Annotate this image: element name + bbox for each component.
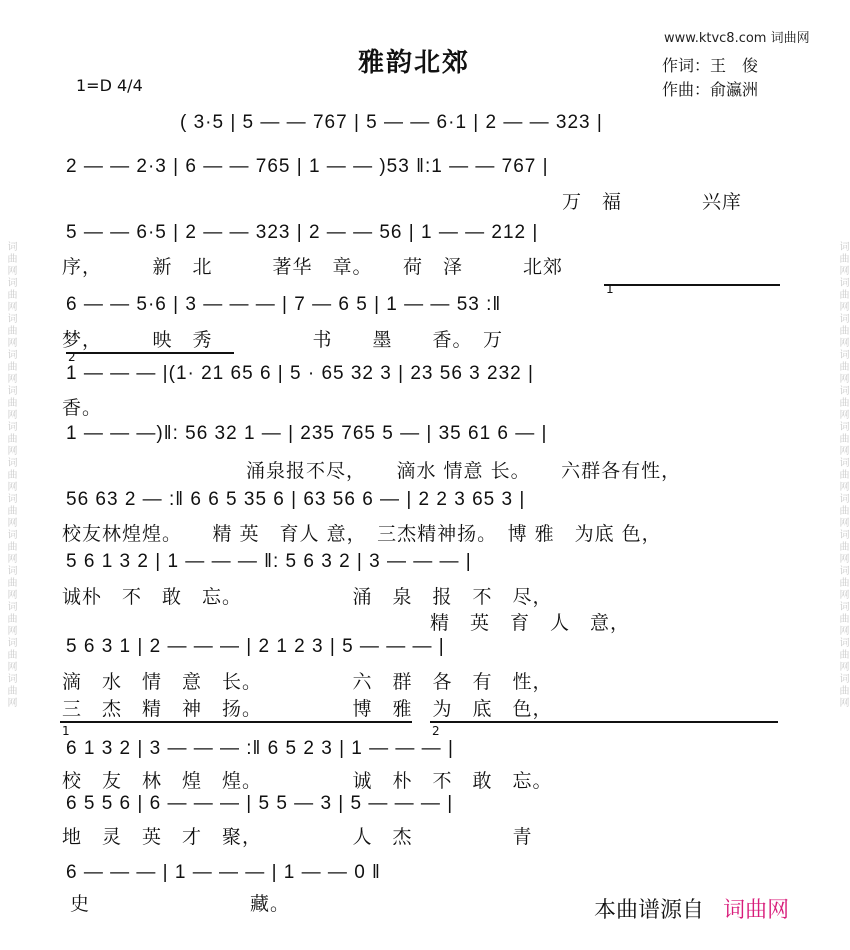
volta-label-4: 2 [432,724,440,738]
lyrics-row-3: 序， 新 北 著华 章。 荷 泽 北郊 [62,256,564,278]
notation-row-2: 2 — — 2·3 | 6 — — 765 | 1 — — )53 ‖:1 — — 767 | [66,156,549,177]
notation-row-6: 1 — — —)‖: 56 32 1 — | 235 765 5 — | 35 61 6 — | [66,423,548,444]
volta-label-2: 2 [68,350,76,364]
volta-bracket-3 [60,721,412,723]
side-watermark-left: 词曲网词曲网词曲网词曲网词曲网词曲网词曲网词曲网词曲网词曲网词曲网词曲网词曲网 [5,241,16,709]
lyrics-row-9b: 三 杰 精 神 扬。 博 雅 为 底 色， [62,698,553,720]
lyrics-row-2: 万 福 兴庠 [562,191,743,213]
volta-label-3: 1 [62,724,70,738]
watermark-site-text: 词曲网 [770,31,810,46]
lyrics-row-10: 校 友 林 煌 煌。 诚 朴 不 敢 忘。 [62,770,553,792]
song-title: 雅韵北郊 [358,48,471,78]
composer: 作曲：俞瀛洲 [662,80,759,99]
notation-row-3: 5 — — 6·5 | 2 — — 323 | 2 — — 56 | 1 — — 212 | [66,222,539,243]
lyrics-row-11: 地 灵 英 才 聚， 人 杰 青 [62,826,533,848]
notation-row-4: 6 — — 5·6 | 3 — — — | 7 — 6 5 | 1 — — 53 :‖ [66,294,502,315]
watermark-url [664,27,810,46]
notation-row-8: 5 6 1 3 2 | 1 — — — ‖: 5 6 3 2 | 3 — — — | [66,551,472,572]
volta-bracket-4 [430,721,778,723]
notation-row-1: ( 3·5 | 5 — — 767 | 5 — — 6·1 | 2 — — 323 | [180,112,603,133]
notation-row-10: 6 1 3 2 | 3 — — — :‖ 6 5 2 3 | 1 — — — | [66,738,454,759]
side-watermark-right: 词曲网词曲网词曲网词曲网词曲网词曲网词曲网词曲网词曲网词曲网词曲网词曲网词曲网 [837,241,848,709]
source-footer [594,893,789,924]
lyrics-row-8: 诚朴 不 敢 忘。 涌 泉 报 不 尽， [62,586,553,608]
lyricist: 作词：王 俊 [662,56,759,75]
notation-row-7: 56 63 2 — :‖ 6 6 5 35 6 | 63 56 6 — | 2 2 3 65 3 | [66,489,526,510]
watermark-url-text: www.ktvc8.com [664,31,767,46]
volta-bracket-1 [604,284,780,286]
source-prefix: 本曲谱源自 [594,898,705,923]
notation-row-9: 5 6 3 1 | 2 — — — | 2 1 2 3 | 5 — — — | [66,636,445,657]
key-signature: 1=D 4/4 [76,76,143,95]
lyrics-row-9: 滴 水 情 意 长。 六 群 各 有 性， [62,671,553,693]
lyrics-row-4: 梦， 映 秀 书 墨 香。 万 [62,329,504,351]
source-brand-link[interactable]: 词曲网 [723,898,790,923]
lyrics-row-6: 涌泉报不尽， 滴水 情意 长。 六群各有性， [246,460,682,482]
lyrics-row-7: 校友林煌煌。 精 英 育人 意， 三杰精神扬。 博 雅 为底 色， [62,523,662,545]
volta-bracket-2 [66,352,234,354]
notation-row-5: 1 — — — |(1· 21 65 6 | 5 · 65 32 3 | 23 56 3 232 | [66,363,534,384]
lyrics-row-5: 香。 [62,397,103,419]
notation-row-11: 6 5 5 6 | 6 — — — | 5 5 — 3 | 5 — — — | [66,793,454,814]
notation-row-12: 6 — — — | 1 — — — | 1 — — 0 ‖ [66,862,381,883]
volta-label-1: 1 [606,282,614,296]
lyrics-row-8b: 精 英 育 人 意， [430,612,631,634]
lyrics-row-12: 史 藏。 [70,893,291,915]
